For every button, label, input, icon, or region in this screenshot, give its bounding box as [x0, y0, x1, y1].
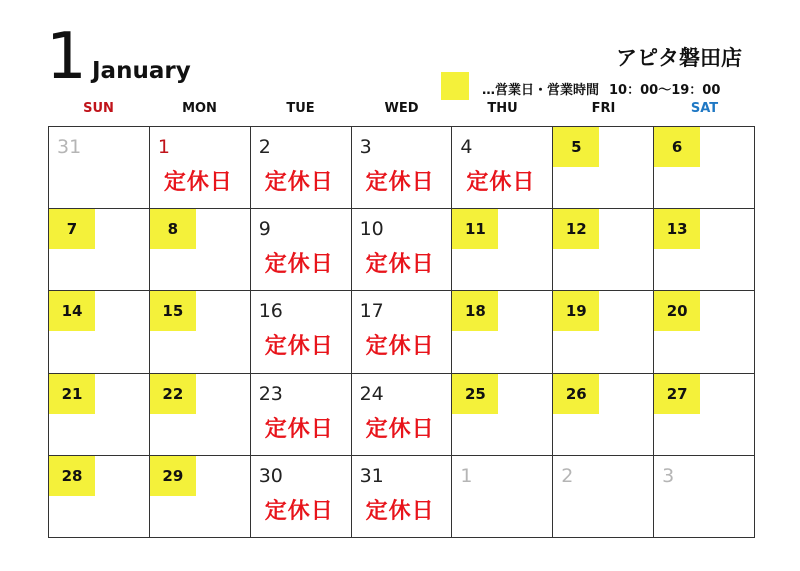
calendar-day-cell	[654, 456, 755, 538]
day-number: 2	[258, 136, 271, 158]
month-name: January	[92, 58, 191, 84]
calendar-day-cell	[49, 209, 150, 291]
calendar-day-cell	[553, 374, 654, 456]
calendar-day-cell	[352, 127, 453, 209]
day-number: 31	[57, 136, 82, 158]
day-number: 31	[359, 464, 384, 487]
legend-open-day-swatch	[441, 72, 469, 100]
day-number: 3	[359, 136, 372, 158]
weekday-wed: WED	[384, 101, 419, 116]
day-number: 4	[460, 136, 473, 158]
day-number: 19	[553, 291, 599, 331]
closed-day-label: 定休日	[365, 334, 435, 360]
day-number: 28	[49, 456, 95, 496]
closed-day-label: 定休日	[365, 170, 435, 195]
month-number: 1	[46, 20, 87, 94]
day-number: 15	[150, 291, 196, 331]
day-number: 8	[150, 209, 196, 249]
day-number: 20	[654, 291, 700, 331]
day-number: 9	[258, 218, 271, 241]
calendar-day-cell	[553, 127, 654, 209]
legend-hours: 10：00～19：00	[609, 83, 721, 98]
calendar-day-cell	[49, 374, 150, 456]
day-number: 6	[654, 127, 700, 167]
calendar-day-cell	[49, 127, 150, 209]
weekday-sat: SAT	[690, 101, 719, 116]
calendar-day-cell	[452, 209, 553, 291]
day-number: 17	[359, 300, 384, 323]
day-number: 5	[553, 127, 599, 167]
day-number: 12	[553, 209, 599, 249]
calendar-day-cell	[49, 291, 150, 373]
day-number: 30	[258, 464, 283, 487]
calendar-day-cell	[452, 127, 553, 209]
day-number: 27	[654, 374, 700, 414]
legend-label: …営業日・営業時間	[482, 83, 600, 98]
calendar-day-cell	[150, 291, 251, 373]
store-name: アピタ磐田店	[616, 46, 742, 70]
calendar-day-cell	[49, 456, 150, 538]
day-number: 1	[460, 464, 473, 487]
calendar-day-cell	[654, 291, 755, 373]
calendar-day-cell	[452, 291, 553, 373]
closed-day-label: 定休日	[365, 252, 435, 278]
calendar-day-cell	[553, 291, 654, 373]
calendar-day-cell	[553, 456, 654, 538]
calendar-day-cell	[654, 127, 755, 209]
calendar-day-cell	[251, 291, 352, 373]
closed-day-label: 定休日	[264, 416, 334, 442]
day-number: 29	[150, 456, 196, 496]
day-number: 10	[359, 218, 384, 241]
calendar-day-cell	[150, 374, 251, 456]
calendar-day-cell	[251, 209, 352, 291]
day-number: 11	[452, 209, 498, 249]
weekday-fri: FRI	[591, 101, 616, 116]
weekday-tue: TUE	[286, 101, 315, 116]
calendar-day-cell	[251, 127, 352, 209]
weekday-sun: SUN	[83, 101, 114, 116]
calendar-day-cell	[251, 374, 352, 456]
calendar-day-cell	[452, 456, 553, 538]
closed-day-label: 定休日	[163, 170, 233, 195]
calendar-day-cell	[352, 209, 453, 291]
calendar-day-cell	[654, 374, 755, 456]
closed-day-label: 定休日	[365, 498, 435, 524]
closed-day-label: 定休日	[365, 416, 435, 442]
calendar-day-cell	[654, 209, 755, 291]
calendar-grid	[48, 126, 755, 538]
day-number: 14	[49, 291, 95, 331]
day-number: 2	[561, 464, 574, 487]
weekday-header-row	[48, 101, 755, 121]
day-number: 18	[452, 291, 498, 331]
day-number: 16	[258, 300, 283, 323]
day-number: 22	[150, 374, 196, 414]
day-number: 24	[359, 382, 384, 405]
closed-day-label: 定休日	[264, 498, 334, 524]
closed-day-label: 定休日	[466, 170, 536, 195]
closed-day-label: 定休日	[264, 252, 334, 278]
calendar-day-cell	[150, 456, 251, 538]
calendar-day-cell	[150, 127, 251, 209]
calendar-day-cell	[352, 374, 453, 456]
calendar-day-cell	[553, 209, 654, 291]
weekday-thu: THU	[487, 101, 518, 116]
calendar-day-cell	[452, 374, 553, 456]
day-number: 21	[49, 374, 95, 414]
closed-day-label: 定休日	[264, 334, 334, 360]
legend-text	[482, 79, 720, 98]
day-number: 1	[157, 136, 170, 158]
day-number: 23	[258, 382, 283, 405]
day-number: 25	[452, 374, 498, 414]
calendar-day-cell	[352, 291, 453, 373]
day-number: 13	[654, 209, 700, 249]
closed-day-label: 定休日	[264, 170, 334, 195]
day-number: 26	[553, 374, 599, 414]
weekday-mon: MON	[182, 101, 217, 116]
calendar-day-cell	[150, 209, 251, 291]
day-number: 7	[49, 209, 95, 249]
calendar-day-cell	[251, 456, 352, 538]
calendar-day-cell	[352, 456, 453, 538]
day-number: 3	[662, 464, 675, 487]
